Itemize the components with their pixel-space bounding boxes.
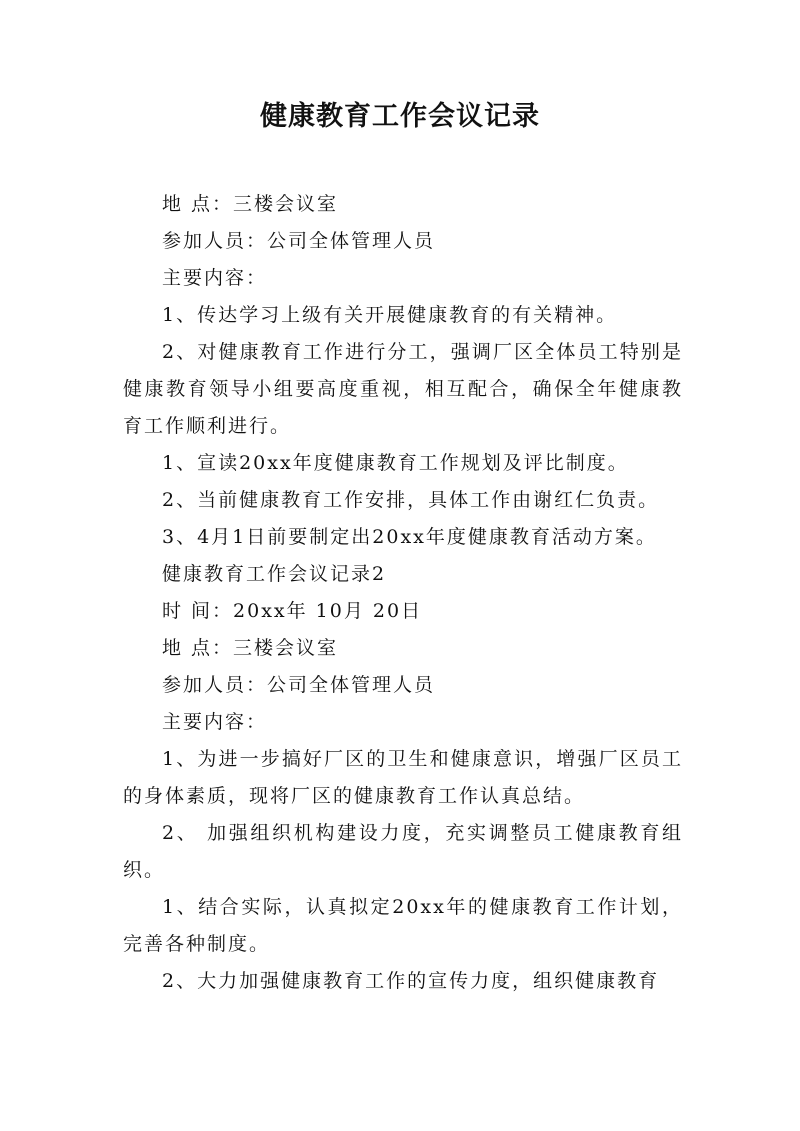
paragraph-location: 地 点：三楼会议室	[162, 637, 339, 659]
paragraph-main-content-label: 主要内容：	[162, 267, 268, 289]
document-title: 健康教育工作会议记录	[260, 101, 540, 132]
paragraph-item: 3、4月1日前要制定出20xx年度健康教育活动方案。	[162, 526, 657, 548]
paragraph-item: 2、大力加强健康教育工作的宣传力度，组织健康教育	[162, 970, 660, 992]
paragraph-main-content-label: 主要内容：	[162, 711, 268, 733]
paragraph-item: 2、对健康教育工作进行分工，强调厂区全体员工特别是健康教育领导小组要高度重视，相互配合，确保全年健康教育工作顺利进行。	[123, 341, 683, 437]
paragraph-item: 1、传达学习上级有关开展健康教育的有关精神。	[162, 304, 618, 326]
paragraph-item: 2、当前健康教育工作安排，具体工作由谢红仁负责。	[162, 489, 660, 511]
paragraph-item: 2、 加强组织机构建设力度，充实调整员工健康教育组织。	[123, 822, 683, 881]
paragraph-attendees: 参加人员：公司全体管理人员	[162, 230, 436, 252]
document-body	[123, 186, 683, 1000]
paragraph-location: 地 点：三楼会议室	[162, 193, 339, 215]
paragraph-attendees: 参加人员：公司全体管理人员	[162, 674, 436, 696]
paragraph-time: 时 间：20xx年 10月 20日	[162, 600, 423, 622]
paragraph-item: 1、宣读20xx年度健康教育工作规划及评比制度。	[162, 452, 629, 474]
paragraph-item: 1、结合实际，认真拟定20xx年的健康教育工作计划，完善各种制度。	[123, 896, 683, 955]
paragraph-item: 1、为进一步搞好厂区的卫生和健康意识，增强厂区员工的身体素质，现将厂区的健康教育工作认真总结。	[123, 748, 683, 807]
paragraph-section-heading: 健康教育工作会议记录2	[162, 563, 387, 585]
